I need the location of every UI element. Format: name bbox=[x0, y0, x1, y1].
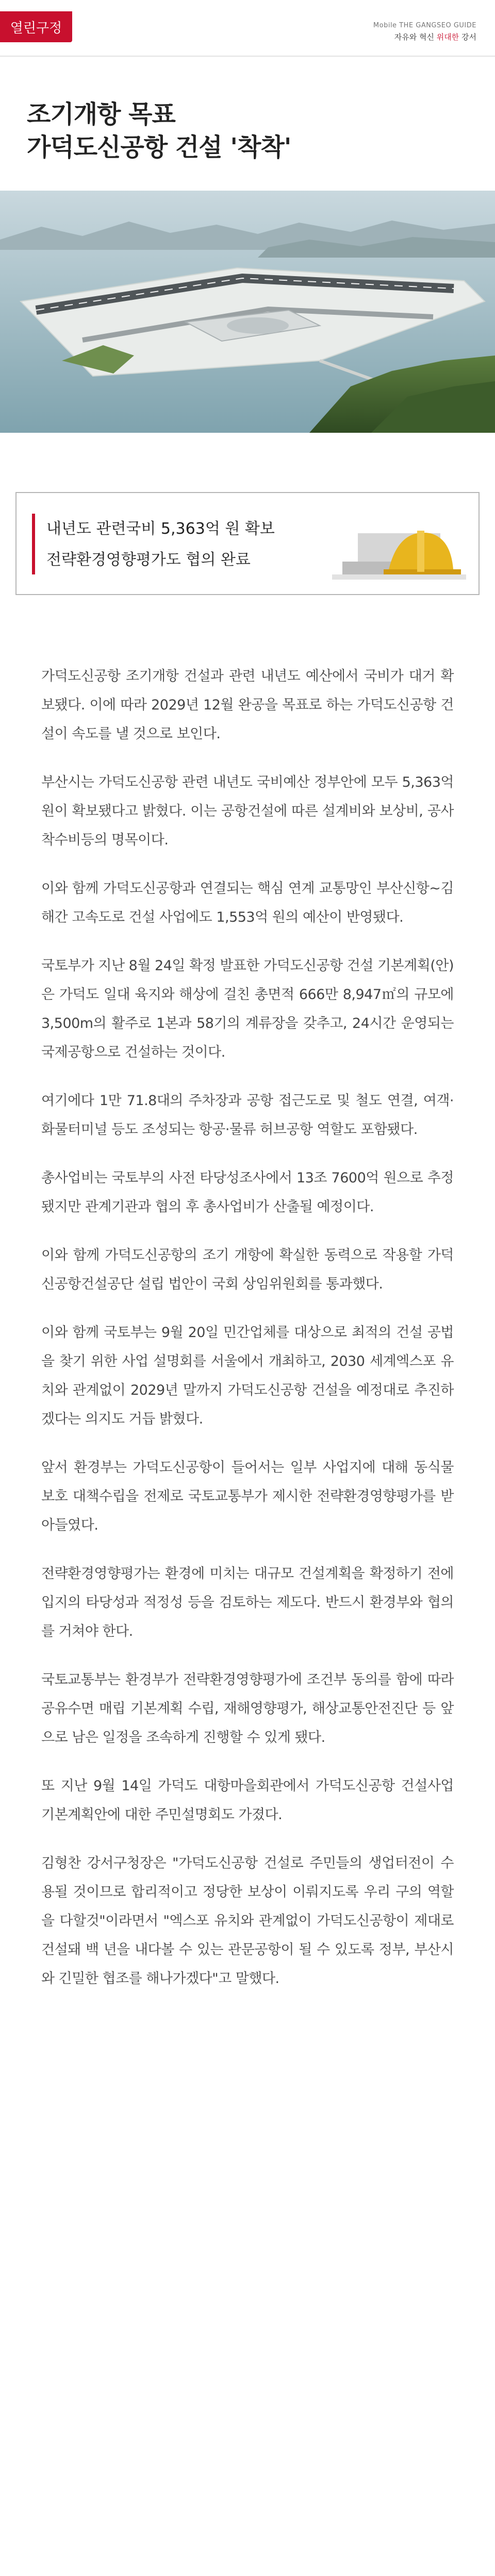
summary-line-1: 내년도 관련국비 5,363억 원 확보 bbox=[46, 520, 275, 538]
paragraph: 전략환경영향평가는 환경에 미치는 대규모 건설계획을 확정하기 전에 입지의 타당성과 적정성 등을 검토하는 제도다. 반드시 환경부와 협의를 거쳐야 한다. bbox=[41, 1566, 454, 1639]
airport-rendering-image bbox=[0, 191, 495, 433]
category-tab[interactable] bbox=[0, 11, 72, 42]
brand-block bbox=[373, 22, 476, 42]
brand-korean bbox=[373, 31, 476, 42]
paragraph: 김형찬 강서구청장은 "가덕도신공항 건설로 주민들의 생업터전이 수용될 것이므로 합리적이고 정당한 보상이 이뤄지도록 우리 구의 역할을 다할것"이라면서 "엑스포 유치와 관계없이 가덕도신공항이 제대로 건설돼 백 년을 내다볼 수 있는 관문공항이 될 수 있도록 정부, 부산시와 긴밀한 협조를 해나가겠다"고 말했다. bbox=[41, 1855, 454, 1987]
category-tab-label: 열린구정 bbox=[10, 20, 62, 36]
summary-accent-bar bbox=[32, 514, 35, 574]
paragraph: 국토교통부는 환경부가 전략환경영향평가에 조건부 동의를 함에 따라 공유수면 매립 기본계획 수립, 재해영향평가, 해상교통안전진단 등 앞으로 남은 일정을 조속하게 진행할 수 있게 됐다. bbox=[41, 1672, 454, 1745]
paragraph: 국토부가 지난 8월 24일 확정 발표한 가덕도신공항 건설 기본계획(안)은 가덕도 일대 육지와 해상에 걸친 총면적 666만 8,947㎡의 규모에 3,500m의 활주로 1본과 58기의 계류장을 갖추고, 24시간 운영되는 국제공항으로 건설하는 것이다. bbox=[41, 958, 454, 1060]
paragraph: 여기에다 1만 71.8대의 주차장과 공항 접근도로 및 철도 연결, 여객·화물터미널 등도 조성되는 항공·물류 허브공항 역할도 포함됐다. bbox=[41, 1093, 454, 1138]
summary-line-2: 전략환경영향평가도 협의 완료 bbox=[46, 551, 251, 569]
article-title bbox=[27, 98, 291, 164]
article-body bbox=[41, 662, 454, 2013]
airport-illustration bbox=[0, 191, 495, 433]
construction-helmet-icon bbox=[322, 497, 471, 590]
paragraph: 가덕도신공항 조기개항 건설과 관련 내년도 예산에서 국비가 대거 확보됐다. 이에 따라 2029년 12월 완공을 목표로 하는 가덕도신공항 건설이 속도를 낼 것으로 보인다. bbox=[41, 668, 454, 742]
paragraph: 부산시는 가덕도신공항 관련 내년도 국비예산 정부안에 모두 5,363억 원이 확보됐다고 밝혔다. 이는 공항건설에 따른 설계비와 보상비, 공사 착수비등의 명목이다. bbox=[41, 774, 454, 848]
summary-box bbox=[15, 492, 480, 595]
title-line-2: 가덕도신공항 건설 '착착' bbox=[27, 133, 291, 162]
title-line-1: 조기개항 목표 bbox=[27, 100, 175, 129]
brand-emphasis: 위대한 bbox=[436, 32, 459, 42]
header-divider bbox=[0, 56, 495, 57]
paragraph: 이와 함께 가덕도신공항과 연결되는 핵심 연계 교통망인 부산신항~김해간 고속도로 건설 사업에도 1,553억 원의 예산이 반영됐다. bbox=[41, 880, 454, 925]
paragraph: 이와 함께 국토부는 9월 20일 민간업체를 대상으로 최적의 건설 공법을 찾기 위한 사업 설명회를 서울에서 개최하고, 2030 세계엑스포 유치와 관계없이 2029년 말까지 가덕도신공항 건설을 예정대로 추진하겠다는 의지도 거듭 밝혔다. bbox=[41, 1325, 454, 1427]
paragraph: 이와 함께 가덕도신공항의 조기 개항에 확실한 동력으로 작용할 가덕신공항건설공단 설립 법안이 국회 상임위원회를 통과했다. bbox=[41, 1247, 454, 1292]
paragraph: 앞서 환경부는 가덕도신공항이 들어서는 일부 사업지에 대해 동식물 보호 대책수립을 전제로 국토교통부가 제시한 전략환경영향평가를 받아들였다. bbox=[41, 1460, 454, 1533]
brand-english: Mobile THE GANGSEO GUIDE bbox=[373, 22, 476, 29]
paragraph: 총사업비는 국토부의 사전 타당성조사에서 13조 7600억 원으로 추정됐지만 관계기관과 협의 후 총사업비가 산출될 예정이다. bbox=[41, 1170, 454, 1215]
paragraph: 또 지난 9월 14일 가덕도 대항마을회관에서 가덕도신공항 건설사업 기본계획안에 대한 주민설명회도 가졌다. bbox=[41, 1778, 454, 1823]
brand-suffix: 강서 bbox=[459, 32, 476, 42]
brand-prefix: 자유와 혁신 bbox=[394, 32, 437, 42]
